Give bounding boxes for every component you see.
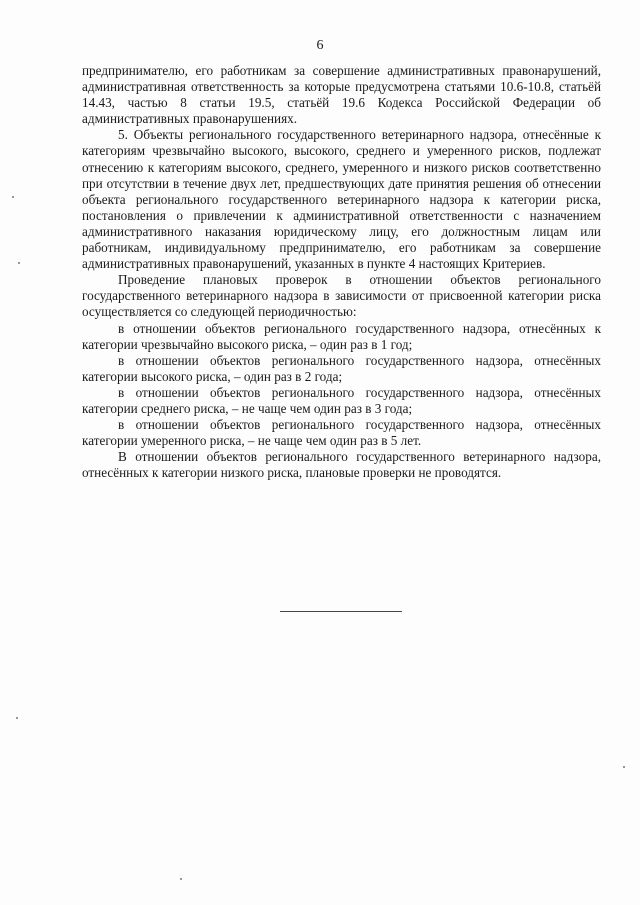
scan-speck [623,766,625,768]
paragraph-medium-risk: в отношении объектов регионального государственного надзора, отнесённых категории среднего риска, – не чаще чем один раз в 3 года; [82,384,601,416]
paragraph-low-risk: В отношении объектов регионального государственного ветеринарного надзора, отнесённых к категории низкого риска, плановые проверки не проводятся. [82,449,601,481]
scan-speck [180,878,182,880]
end-divider [280,611,402,612]
paragraph-continuation: предпринимателю, его работникам за совершение административных правонарушений, административная ответственность за которые предусмотрена статьями 10.6-10.8, статьёй 14.43, частью 8 статьи 19.5, статьёй 19.6 Кодекса Российской Федерации об административных правонарушениях. [82,63,601,127]
document-body [82,63,601,481]
scan-speck [18,262,20,264]
scan-speck [16,717,18,719]
paragraph-high-risk: в отношении объектов регионального государственного надзора, отнесённых категории высокого риска, – один раз в 2 года; [82,352,601,384]
scan-speck [12,196,14,198]
paragraph-planned-inspections: Проведение плановых проверок в отношении объектов регионального государственного ветеринарного надзора в зависимости от присвоенной категории риска осуществляется со следующей периодичностью: [82,272,601,320]
paragraph-moderate-risk: в отношении объектов регионального государственного надзора, отнесённых категории умеренного риска, – не чаще чем один раз в 5 лет. [82,417,601,449]
paragraph-item-5: 5. Объекты регионального государственного ветеринарного надзора, отнесённые к категориям чрезвычайно высокого, высокого, среднего и умеренного рисков, подлежат отнесению к категориям высокого, среднего, умеренного и низкого рисков соответственно при отсутствии в течение двух лет, предшествующих дате принятия решения об отнесении объекта регионального государственного ветеринарного надзора к категории риска, постановления о привлечении к административной ответственности с назначением административного наказания юридическому лицу, его должностным лицам или работникам, индивидуальному предпринимателю, его работникам за совершение административных правонарушений, указанных в пункте 4 настоящих Критериев. [82,127,601,272]
page-number: 6 [316,38,324,53]
paragraph-extremely-high-risk: в отношении объектов регионального государственного надзора, отнесённых к категории чрезвычайно высокого риска, – один раз в 1 год; [82,320,601,352]
